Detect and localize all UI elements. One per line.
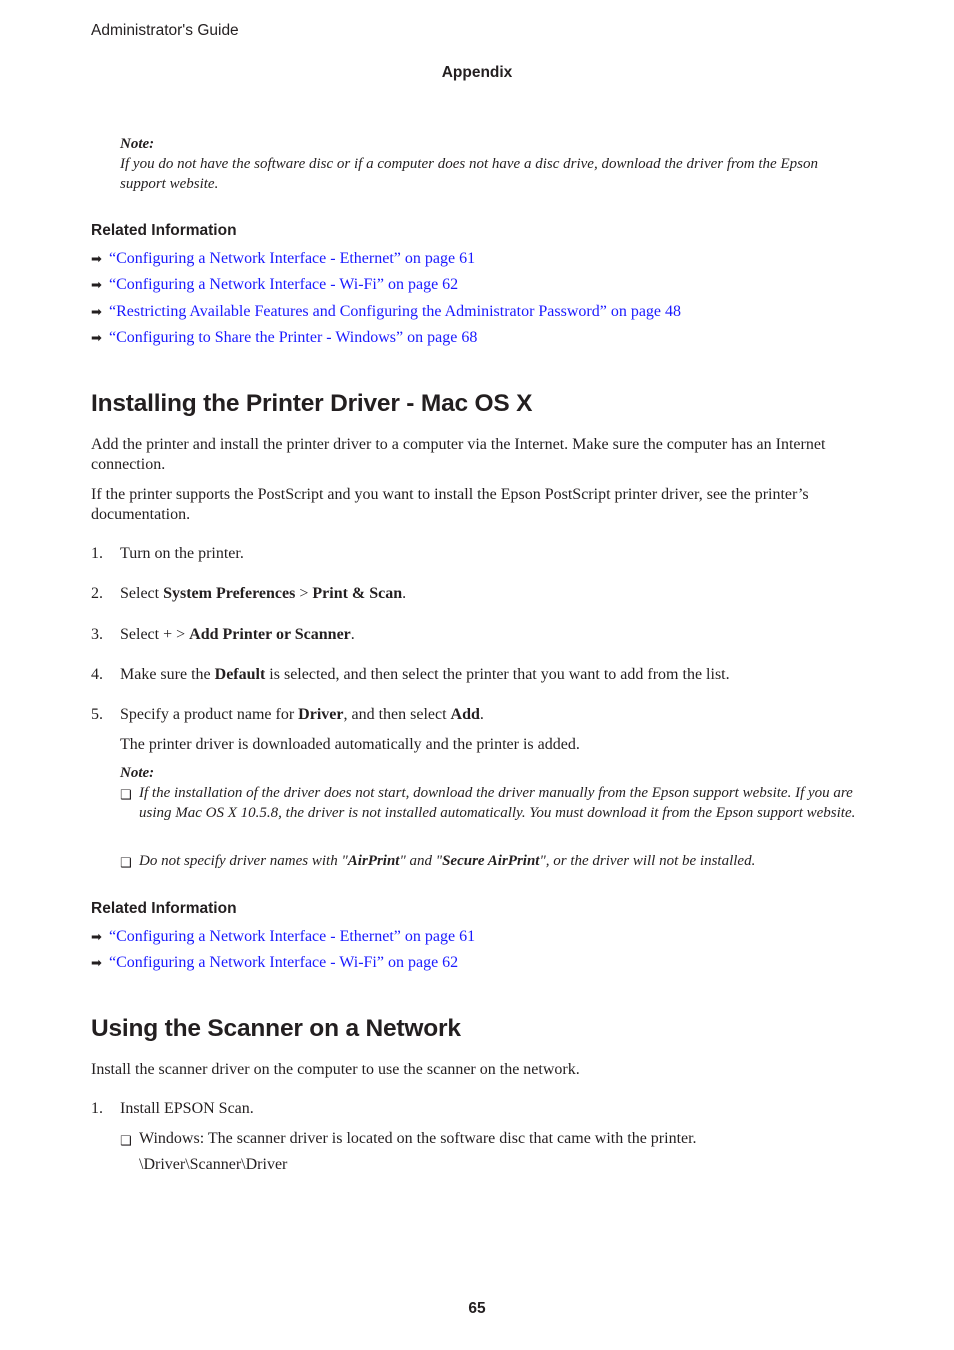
related-link-wifi[interactable]: “Configuring a Network Interface - Wi-Fi” on page 62: [109, 954, 459, 971]
checkbox-bullet-icon: ❑: [120, 856, 132, 871]
related-link-row: [91, 303, 681, 321]
checkbox-bullet-icon: ❑: [120, 1134, 132, 1149]
page-number: 65: [468, 1300, 486, 1317]
step-1: 1. Turn on the printer.: [91, 545, 244, 562]
arrow-right-icon: ➡: [91, 305, 102, 320]
step-2: 2. Select System Preferences > Print & Scan.: [91, 585, 407, 602]
related-link-admin-password[interactable]: “Restricting Available Features and Configuring the Administrator Password” on page 48: [109, 303, 682, 320]
related-link-row: [91, 250, 475, 268]
ui-term-add-printer: Add Printer or Scanner: [189, 626, 351, 643]
ui-term-print-scan: Print & Scan: [312, 585, 403, 602]
related-link-wifi[interactable]: “Configuring a Network Interface - Wi-Fi” on page 62: [109, 276, 459, 293]
checkbox-bullet-icon: ❑: [120, 788, 132, 803]
step-3: 3. Select + > Add Printer or Scanner.: [91, 626, 355, 643]
note-text: If you do not have the software disc or if a computer does not have a disc drive, download the driver from the Epson support website.: [120, 156, 818, 192]
scanner-heading: Using the Scanner on a Network: [91, 1015, 461, 1042]
arrow-right-icon: ➡: [91, 331, 102, 346]
ui-term-system-preferences: System Preferences: [163, 585, 296, 602]
scanner-windows-bullet: Windows: The scanner driver is located on the software disc that came with the printer.: [139, 1130, 697, 1147]
scanner-step-1: 1. Install EPSON Scan.: [91, 1100, 254, 1117]
note-bullet-text: If the installation of the driver does not start, download the driver manually from the Epson support website. If you are using Mac OS X 10.5.8, the driver is not installed automatically. You must download it from the Epson support website.: [139, 785, 856, 821]
arrow-right-icon: ➡: [91, 252, 102, 267]
related-information-title: Related Information: [91, 900, 237, 917]
related-link-row: [91, 928, 475, 946]
running-header: Administrator's Guide: [91, 22, 239, 39]
related-link-ethernet[interactable]: “Configuring a Network Interface - Ethernet” on page 61: [109, 928, 476, 945]
arrow-right-icon: ➡: [91, 956, 102, 971]
related-link-row: [91, 954, 458, 972]
related-link-ethernet[interactable]: “Configuring a Network Interface - Ethernet” on page 61: [109, 250, 476, 267]
step-5: 5. Specify a product name for Driver, and then select Add.: [91, 706, 484, 723]
arrow-right-icon: ➡: [91, 930, 102, 945]
mac-intro-paragraph: Add the printer and install the printer driver to a computer via the Internet. Make sure the computer has an Internet connection.: [91, 436, 826, 473]
ui-term-driver: Driver: [298, 706, 344, 723]
related-link-share-printer[interactable]: “Configuring to Share the Printer - Windows” on page 68: [109, 329, 478, 346]
ui-term-default: Default: [214, 666, 266, 683]
ui-term-add: Add: [450, 706, 480, 723]
scanner-driver-path: \Driver\Scanner\Driver: [139, 1156, 288, 1173]
note-label: Note:: [120, 136, 155, 152]
step-5-result: The printer driver is downloaded automatically and the printer is added.: [120, 736, 580, 753]
related-link-row: [91, 276, 458, 294]
mac-heading: Installing the Printer Driver - Mac OS X: [91, 390, 533, 417]
note-label: Note:: [120, 765, 155, 781]
note-bullet-text: Do not specify driver names with "AirPrint" and "Secure AirPrint", or the driver will not be installed.: [139, 853, 756, 869]
section-title: Appendix: [441, 64, 513, 81]
related-link-row: [91, 329, 477, 347]
mac-postscript-paragraph: If the printer supports the PostScript and you want to install the Epson PostScript printer driver, see the printer’s documentation.: [91, 486, 809, 523]
related-information-title: Related Information: [91, 222, 237, 239]
scanner-intro-paragraph: Install the scanner driver on the computer to use the scanner on the network.: [91, 1061, 580, 1078]
step-4: 4. Make sure the Default is selected, and then select the printer that you want to add from the list.: [91, 666, 730, 683]
arrow-right-icon: ➡: [91, 278, 102, 293]
